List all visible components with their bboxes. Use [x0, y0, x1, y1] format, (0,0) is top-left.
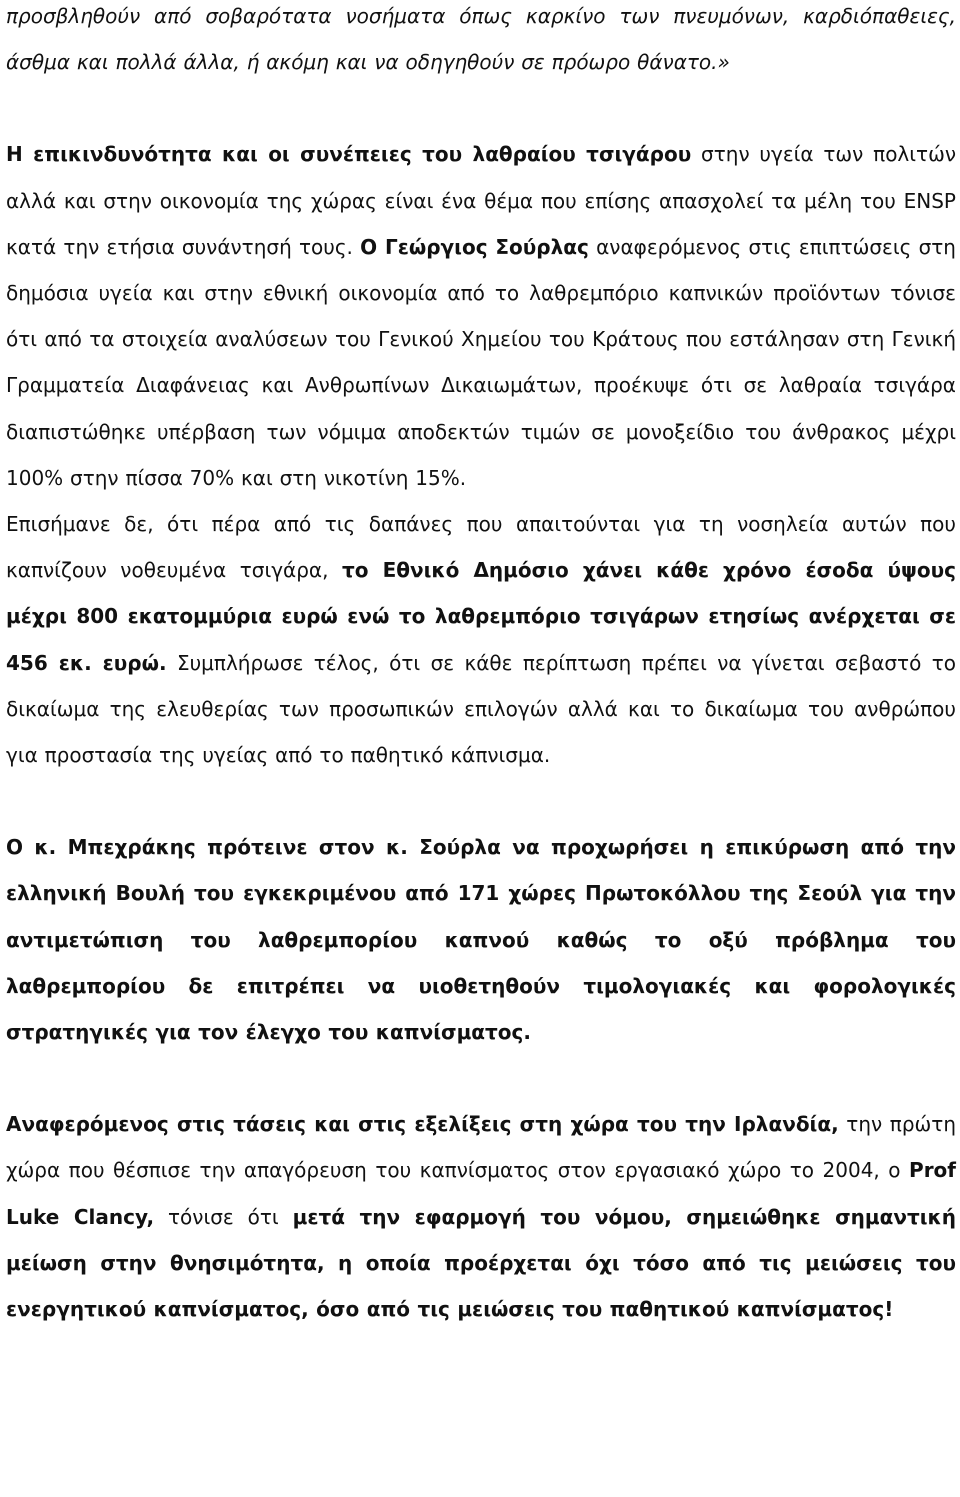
paragraph-smuggling-risk [6, 131, 956, 501]
paragraph-ireland [6, 1101, 956, 1332]
paragraph-protocol [6, 824, 956, 1055]
speaker-statement: αναφερόμενος στις επιπτώσεις στη δημόσια υγεία και στην εθνική οικονομία από το λαθρεμπόριο καπνικών προϊόντων τόνισε ότι από τα στοιχεία αναλύσεων του Γενικού Χημείου του Κράτους που εστάλησαν στη Γενική Γραμματεία Διαφάνειας και Ανθρωπίνων Δικαιωμάτων, προέκυψε ότι σε λαθραία τσιγάρα διαπιστώθηκε υπέρβαση των νόμιμα αποδεκτών τιμών σε μονοξείδιο του άνθρακος μέχρι 100% στην πίσσα 70% και στη νικοτίνη 15%. [6, 234, 956, 490]
costs-intro: Επισήμανε δε, ότι πέρα από τις δαπάνες που απαιτούνται για τη νοσηλεία αυτών που καπνίζουν νοθευμένα τσιγάρα, [6, 512, 956, 583]
bold-risk-heading: Η επικινδυνότητα και οι συνέπειες του λαθραίου τσιγάρου [6, 142, 692, 167]
bold-professor-name: Prof Luke Clancy, [6, 1158, 956, 1229]
document-page [6, 0, 956, 1332]
intro-quote-text: προσβληθούν από σοβαρότατα νοσήματα όπως καρκίνο των πνευμόνων, καρδιόπαθειες, άσθμα και πολλά άλλα, ή ακόμη και να οδηγηθούν σε πρόωρο θάνατο.» [6, 4, 956, 75]
ireland-text: την πρώτη χώρα που θέσπισε την απαγόρευση του καπνίσματος στον εργασιακό χώρο το 2004, ο [6, 1112, 956, 1183]
paragraph-intro [6, 0, 956, 85]
bold-ireland-intro: Αναφερόμενος στις τάσεις και στις εξελίξεις στη χώρα του την Ιρλανδία, [6, 1112, 839, 1137]
paragraph-costs [6, 501, 956, 778]
paragraph-spacer [6, 85, 956, 131]
paragraph-spacer [6, 778, 956, 824]
bold-revenue-loss: το Εθνικό Δημόσιο χάνει κάθε χρόνο έσοδα ύψους μέχρι 800 εκατομμύρια ευρώ ενώ το λαθρεμπόριο τσιγάρων ετησίως ανέρχεται σε 456 εκ. ευρώ. [6, 558, 956, 675]
bold-speaker-name: Ο Γεώργιος Σούρλας [360, 234, 589, 259]
professor-said: τόνισε ότι [154, 1204, 293, 1229]
bold-mortality-finding: μετά την εφαρμογή του νόμου, σημειώθηκε σημαντική μείωση στην θνησιμότητα, η οποία προέρχεται όχι τόσο από τις μειώσεις του ενεργητικού καπνίσματος, όσο από τις μειώσεις του παθητικού καπνίσματος! [6, 1204, 956, 1322]
protocol-text: Ο κ. Μπεχράκης πρότεινε στον κ. Σούρλα να προχωρήσει η επικύρωση από την ελληνική Βουλή του εγκεκριμένου από 171 χώρες Πρωτοκόλλου της Σεούλ για την αντιμετώπιση του λαθρεμπορίου καπνού καθώς το οξύ πρόβλημα του λαθρεμπορίου δε επιτρέπει να υιοθετηθούν τιμολογιακές και φορολογικές στρατηγικές για τον έλεγχο του καπνίσματος. [6, 835, 956, 1045]
paragraph-spacer [6, 1055, 956, 1101]
costs-conclusion: Συμπλήρωσε τέλος, ότι σε κάθε περίπτωση πρέπει να γίνεται σεβαστό το δικαίωμα της ελευθερίας των προσωπικών επιλογών αλλά και το δικαίωμα του ανθρώπου για προστασία της υγείας από το παθητικό κάπνισμα. [6, 650, 956, 768]
risk-text: στην υγεία των πολιτών αλλά και στην οικονομία της χώρας είναι ένα θέμα που επίσης απασχολεί τα μέλη του ENSP κατά την ετήσια συνάντησή τους. [6, 142, 957, 259]
